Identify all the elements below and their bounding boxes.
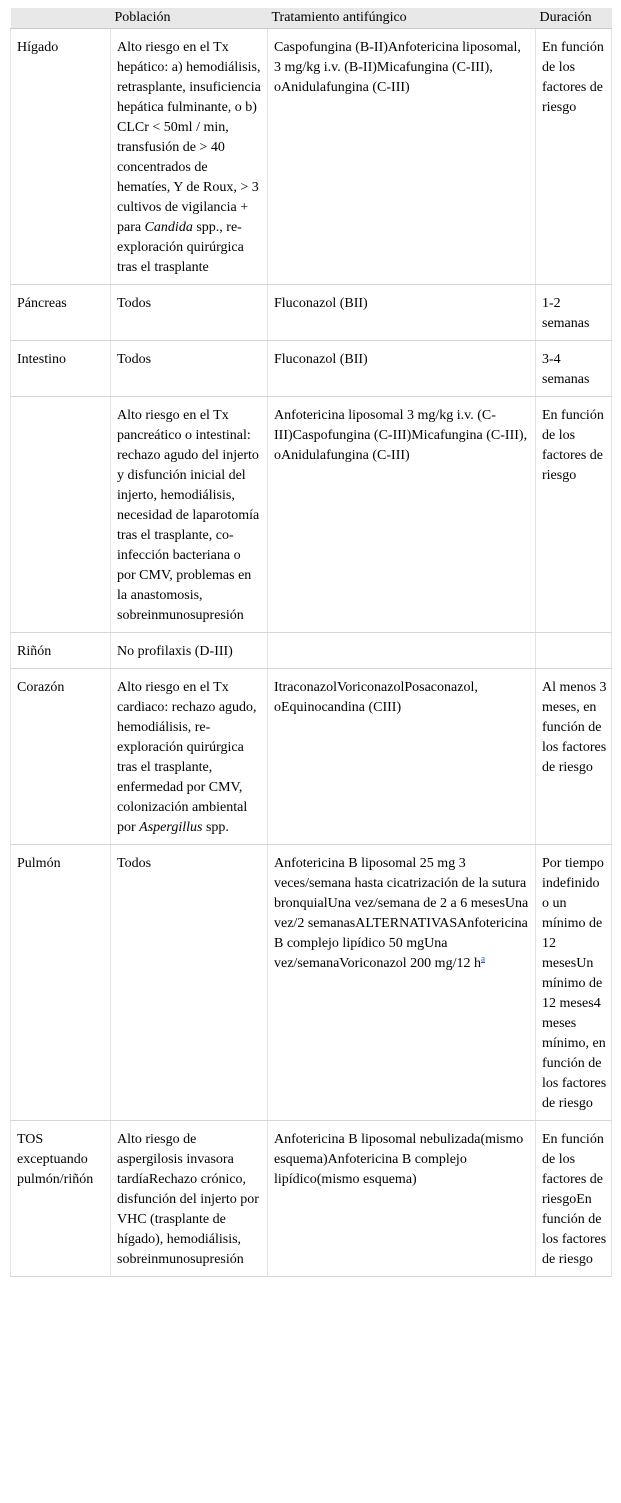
treatment-cell: Fluconazol (BII) xyxy=(268,341,536,397)
organ-cell: Corazón xyxy=(11,669,111,845)
population-text: Alto riesgo en el Tx cardiaco: rechazo agudo, hemodiálisis, re-exploración quirúrgica tras el trasplante, enfermedad por CMV, colonización ambiental por xyxy=(117,680,257,835)
table-row xyxy=(11,1121,612,1277)
treatment-cell: Anfotericina liposomal 3 mg/kg i.v. (C-III)Caspofungina (C-III)Micafungina (C-III), oAnidulafungina (C-III) xyxy=(268,397,536,633)
duration-cell: En función de los factores de riesgo xyxy=(536,29,612,285)
population-text-end: spp., re-exploración quirúrgica tras el trasplante xyxy=(117,220,244,275)
duration-cell: Por tiempo indefinido o un mínimo de 12 mesesUn mínimo de 12 meses4 meses mínimo, en función de los factores de riesgo xyxy=(536,845,612,1121)
duration-cell: Al menos 3 meses, en función de los factores de riesgo xyxy=(536,669,612,845)
treatment-cell: Anfotericina B liposomal nebulizada(mismo esquema)Anfotericina B complejo lipídico(mismo esquema) xyxy=(268,1121,536,1277)
organ-cell: Páncreas xyxy=(11,285,111,341)
treatment-cell xyxy=(268,633,536,669)
population-cell xyxy=(111,669,268,845)
population-cell: Todos xyxy=(111,341,268,397)
treatment-cell: Caspofungina (B-II)Anfotericina liposomal, 3 mg/kg i.v. (B-II)Micafungina (C-III), oAnidulafungina (C-III) xyxy=(268,29,536,285)
treatment-cell xyxy=(268,845,536,1121)
organ-cell: Hígado xyxy=(11,29,111,285)
table-row xyxy=(11,845,612,1121)
population-cell: Todos xyxy=(111,845,268,1121)
table-row xyxy=(11,29,612,285)
footnote-link[interactable]: a xyxy=(480,953,485,964)
treatment-cell: ItraconazolVoriconazolPosaconazol, oEquinocandina (CIII) xyxy=(268,669,536,845)
duration-cell xyxy=(536,633,612,669)
table-row xyxy=(11,285,612,341)
organ-cell: Riñón xyxy=(11,633,111,669)
table-row xyxy=(11,633,612,669)
header-organ xyxy=(11,8,111,29)
duration-cell: En función de los factores de riesgo xyxy=(536,397,612,633)
duration-cell: En función de los factores de riesgoEn función de los factores de riesgo xyxy=(536,1121,612,1277)
table-row xyxy=(11,341,612,397)
organ-cell xyxy=(11,397,111,633)
prophylaxis-table xyxy=(10,8,612,1277)
table-row xyxy=(11,397,612,633)
population-cell: Todos xyxy=(111,285,268,341)
population-cell: Alto riesgo en el Tx pancreático o intestinal: rechazo agudo del injerto y disfunción inicial del injerto, hemodiálisis, necesidad de laparotomía tras el trasplante, co-infección bacteriana o por CMV, problemas en la anastomosis, sobreinmunosupresión xyxy=(111,397,268,633)
header-row xyxy=(11,8,612,29)
header-duration: Duración xyxy=(536,8,612,29)
duration-cell: 1-2 semanas xyxy=(536,285,612,341)
population-italic: Candida xyxy=(144,220,193,235)
population-cell: No profilaxis (D-III) xyxy=(111,633,268,669)
population-italic: Aspergillus xyxy=(139,820,203,835)
treatment-text: Anfotericina B liposomal 25 mg 3 veces/semana hasta cicatrización de la sutura bronquialUna vez/semana de 2 a 6 mesesUna vez/2 semanasALTERNATIVASAnfotericina B complejo lipídico 50 mgUna vez/semanaVoriconazol 200 mg/12 h xyxy=(274,856,529,971)
organ-cell: Pulmón xyxy=(11,845,111,1121)
header-population: Población xyxy=(111,8,268,29)
population-cell xyxy=(111,29,268,285)
organ-cell: TOS exceptuando pulmón/riñón xyxy=(11,1121,111,1277)
duration-cell: 3-4 semanas xyxy=(536,341,612,397)
table-header xyxy=(11,8,612,29)
population-text-end: spp. xyxy=(202,820,229,835)
population-text: Alto riesgo en el Tx hepático: a) hemodiálisis, retrasplante, insuficiencia hepática fulminante, o b) CLCr < 50ml / min, transfusión de > 40 concentrados de hematíes, Y de Roux, > 3 cultivos de vigilancia + para xyxy=(117,40,261,235)
header-treatment: Tratamiento antifúngico xyxy=(268,8,536,29)
table-body xyxy=(11,29,612,1277)
table-row xyxy=(11,669,612,845)
population-cell: Alto riesgo de aspergilosis invasora tardíaRechazo crónico, disfunción del injerto por VHC (trasplante de hígado), hemodiálisis, sobreinmunosupresión xyxy=(111,1121,268,1277)
organ-cell: Intestino xyxy=(11,341,111,397)
treatment-cell: Fluconazol (BII) xyxy=(268,285,536,341)
